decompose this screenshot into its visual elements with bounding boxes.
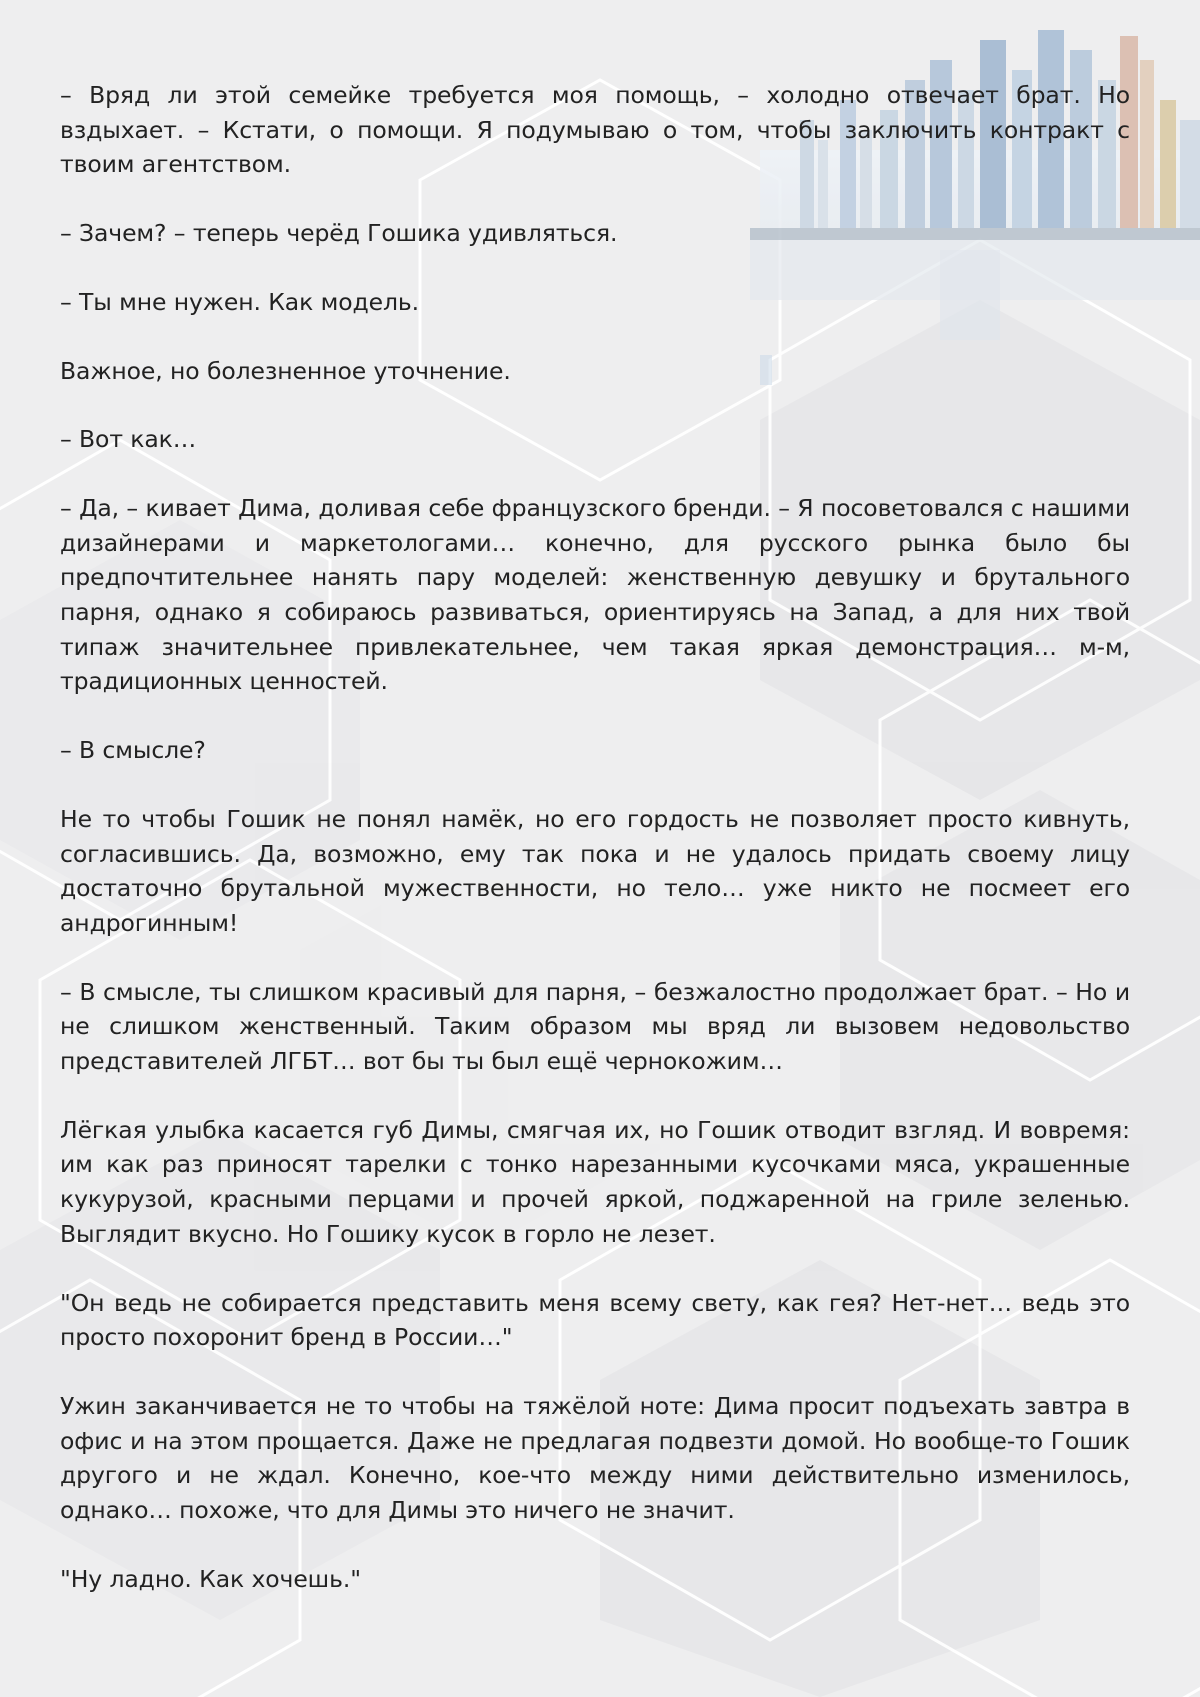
paragraph-10: Лёгкая улыбка касается губ Димы, смягчая их, но Гошик отводит взгляд. И вовремя: им как раз приносят тарелки с тонко нарезанными кусочками мяса, украшенные кукурузой, красными перцами и прочей яркой, поджаренной на гриле зеленью. Выглядит вкусно. Но Гошику кусок в горло не лезет. (60, 1115, 1130, 1248)
paragraph-1: – Вряд ли этой семейке требуется моя помощь, – холодно отвечает брат. Но вздыхает. – Кстати, о помощи. Я подумываю о том, чтобы заключить контракт с твоим агентством. (60, 81, 1130, 179)
paragraph-3: – Ты мне нужен. Как модель. (60, 287, 420, 316)
paragraph-11: "Он ведь не собирается представить меня всему свету, как гея? Нет-нет… ведь это просто похоронит бренд в России…" (60, 1288, 1130, 1352)
paragraph-13: "Ну ладно. Как хочешь." (60, 1564, 361, 1593)
paragraph-5: – Вот как… (60, 425, 197, 454)
paragraph-12: Ужин заканчивается не то чтобы на тяжёлой ноте: Дима просит подъехать завтра в офис и на этом прощается. Даже не предлагая подвезти домой. Но вообще-то Гошик другого и не ждал. Конечно, кое-что между ними действительно изменилось, однако… похоже, что для Димы это ничего не значит. (60, 1391, 1130, 1525)
paragraph-7: – В смысле? (60, 736, 206, 765)
paragraph-8: Не то чтобы Гошик не понял намёк, но его гордость не позволяет просто кивнуть, согласившись. Да, возможно, ему так пока и не удалось придать своему лицу достаточно брутальной мужественности, но тело… уже никто не посмеет его андрогинным! (60, 804, 1130, 937)
paragraph-2: – Зачем? – теперь черёд Гошика удивляться. (60, 219, 618, 248)
paragraph-6: – Да, – кивает Дима, доливая себе французского бренди. – Я посоветовался с нашими дизайнерами и маркетологами… конечно, для русского рынка было бы предпочтительнее нанять пару моделей: женственную девушку и брутального парня, однако я собираюсь развиваться, ориентируясь на Запад, а для них твой типаж значительнее привлекательнее, чем такая яркая демонстрация… м-м, традиционных ценностей. (60, 493, 1130, 696)
document-page (60, 78, 1130, 1631)
paragraph-4: Важное, но болезненное уточнение. (60, 356, 511, 385)
paragraph-9: – В смысле, ты слишком красивый для парня, – безжалостно продолжает брат. – Но и не слишком женственный. Таким образом мы вряд ли вызовем недовольство представителей ЛГБТ… вот бы ты был ещё чернокожим… (60, 977, 1130, 1076)
